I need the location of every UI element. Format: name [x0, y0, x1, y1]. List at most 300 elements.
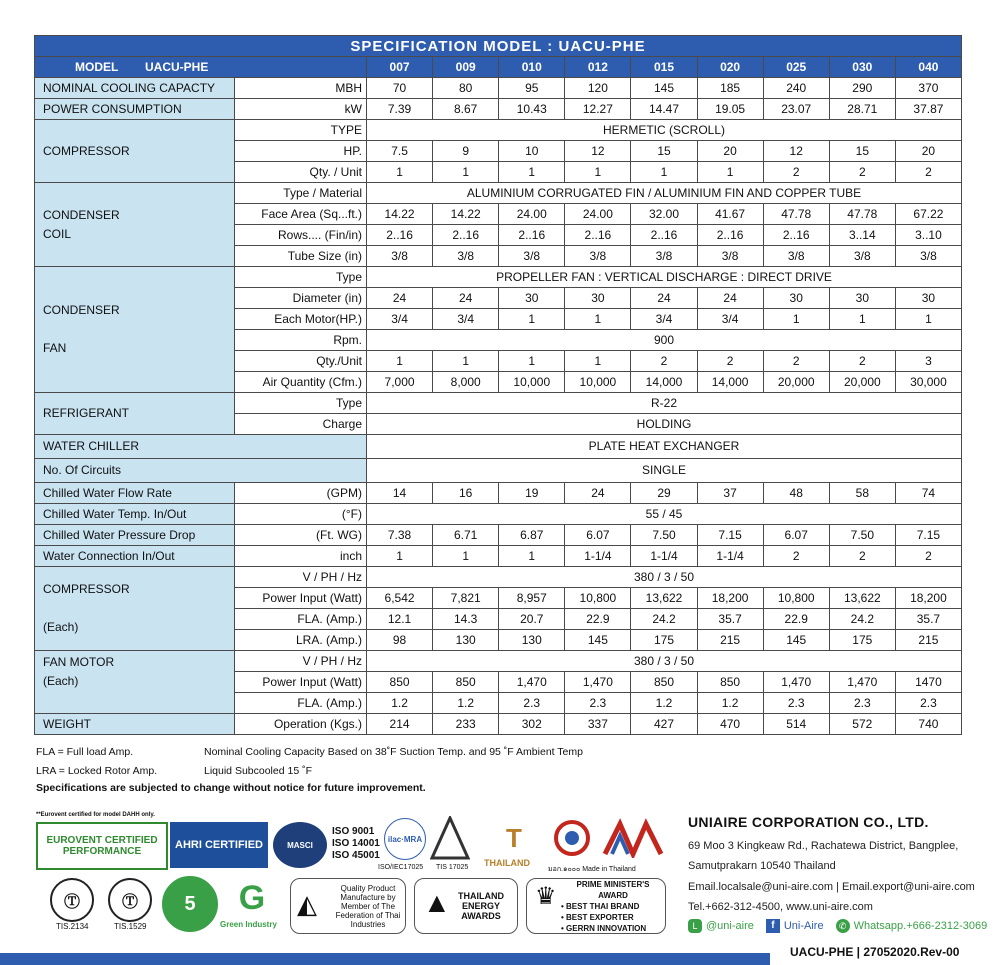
value-cell: 1: [499, 546, 565, 567]
value-cell: 175: [631, 630, 697, 651]
row-unit: Rows.... (Fin/in): [235, 225, 367, 246]
row-unit: Each Motor(HP.): [235, 309, 367, 330]
value-cell: 370: [895, 78, 961, 99]
value-cell: 37.87: [895, 99, 961, 120]
value-cell: 1: [433, 546, 499, 567]
value-cell: 1: [895, 309, 961, 330]
span-value: 380 / 3 / 50: [367, 651, 962, 672]
value-cell: 1: [499, 309, 565, 330]
row-temp: [35, 504, 962, 525]
value-cell: 3/4: [433, 309, 499, 330]
value-cell: 19.05: [697, 99, 763, 120]
note-disclaimer: Specifications are subjected to change without notice for future improvement.: [36, 782, 426, 794]
value-cell: 3/8: [367, 246, 433, 267]
value-cell: 47.78: [763, 204, 829, 225]
value-cell: 24: [433, 288, 499, 309]
value-cell: 130: [433, 630, 499, 651]
value-cell: 514: [763, 714, 829, 735]
value-cell: 2..16: [697, 225, 763, 246]
value-cell: 7,821: [433, 588, 499, 609]
value-cell: 14.22: [433, 204, 499, 225]
model-col: 010: [499, 57, 565, 78]
value-cell: 18,200: [697, 588, 763, 609]
value-cell: 95: [499, 78, 565, 99]
company-name: UNIAIRE CORPORATION CO., LTD.: [688, 814, 929, 830]
value-cell: 6.07: [763, 525, 829, 546]
value-cell: 7,000: [367, 372, 433, 393]
value-cell: 850: [631, 672, 697, 693]
value-cell: 7.5: [367, 141, 433, 162]
row-flow: [35, 483, 962, 504]
value-cell: 98: [367, 630, 433, 651]
footer-bar: [0, 953, 770, 965]
row-unit: Diameter (in): [235, 288, 367, 309]
value-cell: 3/8: [631, 246, 697, 267]
value-cell: 1: [763, 309, 829, 330]
value-cell: 2..16: [499, 225, 565, 246]
ilac-label: ISO/IEC17025: [378, 864, 424, 871]
row-unit: (Ft. WG): [235, 525, 367, 546]
value-cell: 1: [697, 162, 763, 183]
value-cell: 67.22: [895, 204, 961, 225]
value-cell: 10: [499, 141, 565, 162]
model-col: 009: [433, 57, 499, 78]
row-label: Chilled Water Pressure Drop: [35, 525, 235, 546]
pm-award-badge: ♛ PRIME MINISTER'S AWARD • BEST THAI BRAND • BEST EXPORTER • GERRN INNOVATION: [526, 878, 666, 934]
row-unit: Type: [235, 267, 367, 288]
span-value: PLATE HEAT EXCHANGER: [367, 435, 962, 459]
energy-award-badge: ▲ THAILAND ENERGY AWARDS: [414, 878, 518, 934]
value-cell: 6.71: [433, 525, 499, 546]
row-comp-type: [35, 120, 962, 141]
value-cell: 2: [697, 351, 763, 372]
value-cell: 20: [895, 141, 961, 162]
value-cell: 24: [631, 288, 697, 309]
value-cell: 1,470: [829, 672, 895, 693]
facebook-icon: f: [766, 919, 780, 933]
model-col: 030: [829, 57, 895, 78]
value-cell: 7.38: [367, 525, 433, 546]
row-chiller: [35, 435, 962, 459]
value-cell: 58: [829, 483, 895, 504]
value-cell: 30: [565, 288, 631, 309]
row-unit: FLA. (Amp.): [235, 693, 367, 714]
row-unit: Qty. / Unit: [235, 162, 367, 183]
value-cell: 14,000: [697, 372, 763, 393]
row-label: Chilled Water Temp. In/Out: [35, 504, 235, 525]
value-cell: 2: [829, 351, 895, 372]
row-unit: Type / Material: [235, 183, 367, 204]
value-cell: 7.39: [367, 99, 433, 120]
row-cooling: [35, 78, 962, 99]
value-cell: 1: [565, 309, 631, 330]
value-cell: 3/8: [697, 246, 763, 267]
value-cell: 145: [763, 630, 829, 651]
value-cell: 470: [697, 714, 763, 735]
value-cell: 2: [763, 546, 829, 567]
row-unit: Rpm.: [235, 330, 367, 351]
row-label: COMPRESSOR (Each): [35, 567, 235, 651]
value-cell: 6.87: [499, 525, 565, 546]
social-row: [688, 919, 987, 933]
value-cell: 3/8: [499, 246, 565, 267]
tis-logo-icon: Ⓣ: [108, 878, 152, 922]
value-cell: 70: [367, 78, 433, 99]
value-cell: 8.67: [433, 99, 499, 120]
note-fla: FLA = Full load Amp.: [36, 746, 134, 758]
value-cell: 80: [433, 78, 499, 99]
row-unit: (°F): [235, 504, 367, 525]
value-cell: 3/8: [763, 246, 829, 267]
row-unit: Power Input (Watt): [235, 672, 367, 693]
row-unit: Face Area (Sq...ft.): [235, 204, 367, 225]
green-industry-label: Green Industry: [220, 920, 277, 929]
row-unit: Power Input (Watt): [235, 588, 367, 609]
table-title: SPECIFICATION MODEL : UACU-PHE: [35, 36, 962, 57]
value-cell: 30: [895, 288, 961, 309]
row-unit: (GPM): [235, 483, 367, 504]
value-cell: 18,200: [895, 588, 961, 609]
trophy-icon: ▲: [423, 887, 451, 918]
fti-badge: ◭ Quality Product Manufacture by Member of The Federation of Thai Industries: [290, 878, 406, 934]
facebook-handle[interactable]: Uni-Aire: [783, 920, 824, 932]
value-cell: 20,000: [763, 372, 829, 393]
row-unit: Qty./Unit: [235, 351, 367, 372]
value-cell: 2..16: [763, 225, 829, 246]
value-cell: 7.15: [697, 525, 763, 546]
value-cell: 337: [565, 714, 631, 735]
value-cell: 240: [763, 78, 829, 99]
row-unit: inch: [235, 546, 367, 567]
value-cell: 3..14: [829, 225, 895, 246]
value-cell: 20.7: [499, 609, 565, 630]
value-cell: 233: [433, 714, 499, 735]
value-cell: 10,800: [763, 588, 829, 609]
model-col: 020: [697, 57, 763, 78]
row-label: WATER CHILLER: [35, 435, 367, 459]
span-value: PROPELLER FAN : VERTICAL DISCHARGE : DIRECT DRIVE: [367, 267, 962, 288]
value-cell: 32.00: [631, 204, 697, 225]
thailand-label: THAILAND: [484, 858, 530, 868]
value-cell: 37: [697, 483, 763, 504]
value-cell: 1: [631, 162, 697, 183]
value-cell: 10,000: [499, 372, 565, 393]
value-cell: 22.9: [565, 609, 631, 630]
value-cell: 20,000: [829, 372, 895, 393]
value-cell: 145: [631, 78, 697, 99]
value-cell: 30: [829, 288, 895, 309]
model-col: 040: [895, 57, 961, 78]
value-cell: 3/8: [433, 246, 499, 267]
value-cell: 28.71: [829, 99, 895, 120]
note-nominal: Nominal Cooling Capacity Based on 38˚F Suction Temp. and 95 ˚F Ambient Temp: [204, 746, 583, 758]
value-cell: 10,800: [565, 588, 631, 609]
row-label: No. Of Circuits: [35, 459, 367, 483]
row-label: REFRIGERANT: [35, 393, 235, 435]
value-cell: 12: [763, 141, 829, 162]
row-conn: [35, 546, 962, 567]
value-cell: 2: [763, 162, 829, 183]
iso-list: ISO 9001 ISO 14001 ISO 45001: [332, 826, 380, 861]
value-cell: 48: [763, 483, 829, 504]
header-row: [35, 57, 962, 78]
value-cell: 12: [565, 141, 631, 162]
value-cell: 3..10: [895, 225, 961, 246]
value-cell: 3/8: [829, 246, 895, 267]
row-unit: HP.: [235, 141, 367, 162]
value-cell: 185: [697, 78, 763, 99]
model-header: MODEL UACU-PHE: [35, 57, 367, 78]
value-cell: 1: [367, 162, 433, 183]
value-cell: 2..16: [433, 225, 499, 246]
value-cell: 1.2: [433, 693, 499, 714]
made-in-thailand-icon: [552, 816, 592, 860]
value-cell: 740: [895, 714, 961, 735]
value-cell: 13,622: [631, 588, 697, 609]
thailand-brand-logo: T: [506, 822, 522, 853]
value-cell: 29: [631, 483, 697, 504]
value-cell: 3/4: [631, 309, 697, 330]
value-cell: 302: [499, 714, 565, 735]
value-cell: 14.3: [433, 609, 499, 630]
value-cell: 1: [367, 351, 433, 372]
value-cell: 20: [697, 141, 763, 162]
value-cell: 24: [367, 288, 433, 309]
value-cell: 2: [829, 162, 895, 183]
model-col: 012: [565, 57, 631, 78]
span-value: HOLDING: [367, 414, 962, 435]
value-cell: 2..16: [565, 225, 631, 246]
span-value: R-22: [367, 393, 962, 414]
company-email: Email.localsale@uni-aire.com | Email.export@uni-aire.com: [688, 881, 975, 893]
row-unit: Operation (Kgs.): [235, 714, 367, 735]
value-cell: 215: [697, 630, 763, 651]
value-cell: 30,000: [895, 372, 961, 393]
value-cell: 1: [829, 309, 895, 330]
value-cell: 3/8: [565, 246, 631, 267]
value-cell: 7.50: [829, 525, 895, 546]
value-cell: 35.7: [895, 609, 961, 630]
value-cell: 2: [895, 162, 961, 183]
value-cell: 1,470: [565, 672, 631, 693]
value-cell: 1-1/4: [697, 546, 763, 567]
spec-table: [34, 35, 962, 735]
value-cell: 427: [631, 714, 697, 735]
row-label: Water Connection In/Out: [35, 546, 235, 567]
value-cell: 1470: [895, 672, 961, 693]
tis1529-label: TIS.1529: [114, 922, 147, 931]
value-cell: 3/4: [367, 309, 433, 330]
row-label: CONDENSER FAN: [35, 267, 235, 393]
value-cell: 12.1: [367, 609, 433, 630]
value-cell: 850: [367, 672, 433, 693]
value-cell: 24.2: [631, 609, 697, 630]
value-cell: 7.50: [631, 525, 697, 546]
row-label: CONDENSER COIL: [35, 183, 235, 267]
value-cell: 2: [829, 546, 895, 567]
value-cell: 1.2: [367, 693, 433, 714]
value-cell: 1: [499, 351, 565, 372]
energy-label-5-icon: 5: [162, 876, 218, 932]
value-cell: 1-1/4: [565, 546, 631, 567]
value-cell: 2: [763, 351, 829, 372]
row-ce-vph: [35, 567, 962, 588]
value-cell: 2: [631, 351, 697, 372]
tis2134-label: TIS.2134: [56, 922, 89, 931]
value-cell: 47.78: [829, 204, 895, 225]
value-cell: 130: [499, 630, 565, 651]
value-cell: 1: [499, 162, 565, 183]
span-value: 380 / 3 / 50: [367, 567, 962, 588]
value-cell: 23.07: [763, 99, 829, 120]
made-in-thailand-label: มอก.๑๐๐๐ Made in Thailand: [548, 866, 636, 873]
value-cell: 74: [895, 483, 961, 504]
span-value: 900: [367, 330, 962, 351]
value-cell: 3/4: [697, 309, 763, 330]
row-unit: Air Quantity (Cfm.): [235, 372, 367, 393]
value-cell: 15: [829, 141, 895, 162]
line-handle[interactable]: @uni-aire: [706, 920, 754, 932]
value-cell: 572: [829, 714, 895, 735]
value-cell: 13,622: [829, 588, 895, 609]
value-cell: 120: [565, 78, 631, 99]
row-unit: LRA. (Amp.): [235, 630, 367, 651]
value-cell: 2..16: [631, 225, 697, 246]
value-cell: 10.43: [499, 99, 565, 120]
value-cell: 2: [895, 546, 961, 567]
row-label: COMPRESSOR: [35, 120, 235, 183]
tis-logo-icon: Ⓣ: [50, 878, 94, 922]
line-icon: L: [688, 919, 702, 933]
value-cell: 24.00: [565, 204, 631, 225]
tis17025-logo: [430, 816, 470, 860]
eurovent-note: **Eurovent certified for model DAHH only.: [36, 812, 155, 818]
row-unit: V / PH / Hz: [235, 651, 367, 672]
value-cell: 3/8: [895, 246, 961, 267]
value-cell: 1.2: [631, 693, 697, 714]
value-cell: 1.2: [697, 693, 763, 714]
value-cell: 2.3: [565, 693, 631, 714]
value-cell: 9: [433, 141, 499, 162]
value-cell: 215: [895, 630, 961, 651]
value-cell: 2.3: [499, 693, 565, 714]
value-cell: 14,000: [631, 372, 697, 393]
model-col: 025: [763, 57, 829, 78]
eurovent-logo: EUROVENT CERTIFIED PERFORMANCE: [36, 822, 168, 870]
green-industry-icon: G: [238, 878, 266, 917]
value-cell: 175: [829, 630, 895, 651]
row-drop: [35, 525, 962, 546]
whatsapp-icon: ✆: [836, 919, 850, 933]
model-col: 015: [631, 57, 697, 78]
value-cell: 145: [565, 630, 631, 651]
document-revision: UACU-PHE | 27052020.Rev-00: [790, 945, 960, 959]
row-unit: FLA. (Amp.): [235, 609, 367, 630]
row-label: NOMINAL COOLING CAPACTY: [35, 78, 235, 99]
row-unit: V / PH / Hz: [235, 567, 367, 588]
value-cell: 1: [367, 546, 433, 567]
row-unit: Charge: [235, 414, 367, 435]
value-cell: 24.00: [499, 204, 565, 225]
tis17025-label: TIS 17025: [436, 864, 469, 871]
company-address-2: Samutprakarn 10540 Thailand: [688, 860, 836, 872]
masci-logo: MASCI: [273, 822, 327, 868]
value-cell: 3: [895, 351, 961, 372]
row-label: Chilled Water Flow Rate: [35, 483, 235, 504]
row-power: [35, 99, 962, 120]
value-cell: 24: [565, 483, 631, 504]
pm-award-icon: ♛: [535, 883, 557, 910]
value-cell: 2.3: [895, 693, 961, 714]
row-unit: MBH: [235, 78, 367, 99]
span-value: 55 / 45: [367, 504, 962, 525]
note-lra: LRA = Locked Rotor Amp.: [36, 765, 158, 777]
value-cell: 2.3: [763, 693, 829, 714]
value-cell: 14: [367, 483, 433, 504]
value-cell: 1-1/4: [631, 546, 697, 567]
row-unit: kW: [235, 99, 367, 120]
value-cell: 12.27: [565, 99, 631, 120]
value-cell: 19: [499, 483, 565, 504]
value-cell: 22.9: [763, 609, 829, 630]
value-cell: 7.15: [895, 525, 961, 546]
row-coil-type: [35, 183, 962, 204]
row-unit: Tube Size (in): [235, 246, 367, 267]
value-cell: 2.3: [829, 693, 895, 714]
value-cell: 41.67: [697, 204, 763, 225]
row-weight: [35, 714, 962, 735]
value-cell: 8,000: [433, 372, 499, 393]
row-label: FAN MOTOR (Each): [35, 651, 235, 714]
note-subcooled: Liquid Subcooled 15 ˚F: [204, 765, 312, 777]
value-cell: 1: [433, 351, 499, 372]
company-tel: Tel.+662-312-4500, www.uni-aire.com: [688, 901, 873, 913]
model-col: 007: [367, 57, 433, 78]
value-cell: 214: [367, 714, 433, 735]
value-cell: 16: [433, 483, 499, 504]
value-cell: 290: [829, 78, 895, 99]
value-cell: 1,470: [763, 672, 829, 693]
whatsapp-number[interactable]: Whatsapp.+666-2312-3069: [853, 920, 988, 932]
value-cell: 6,542: [367, 588, 433, 609]
ilac-logo: ilac·MRA: [384, 818, 426, 860]
row-label: WEIGHT: [35, 714, 235, 735]
value-cell: 30: [499, 288, 565, 309]
value-cell: 14.47: [631, 99, 697, 120]
value-cell: 14.22: [367, 204, 433, 225]
row-unit: TYPE: [235, 120, 367, 141]
value-cell: 10,000: [565, 372, 631, 393]
value-cell: 1: [565, 351, 631, 372]
company-address-1: 69 Moo 3 Kingkeaw Rd., Rachatewa District, Bangplee,: [688, 840, 959, 852]
value-cell: 24.2: [829, 609, 895, 630]
span-value: SINGLE: [367, 459, 962, 483]
fti-icon: ◭: [297, 889, 317, 919]
ahri-logo: AHRI CERTIFIED: [170, 822, 268, 868]
value-cell: 1,470: [499, 672, 565, 693]
value-cell: 24: [697, 288, 763, 309]
value-cell: 1: [565, 162, 631, 183]
value-cell: 8,957: [499, 588, 565, 609]
made-in-thailand-logo: [600, 818, 666, 858]
row-fm-vph: [35, 651, 962, 672]
span-value: ALUMINIUM CORRUGATED FIN / ALUMINIUM FIN AND COPPER TUBE: [367, 183, 962, 204]
value-cell: 850: [697, 672, 763, 693]
value-cell: 850: [433, 672, 499, 693]
row-ref-type: [35, 393, 962, 414]
row-label: POWER CONSUMPTION: [35, 99, 235, 120]
value-cell: 6.07: [565, 525, 631, 546]
